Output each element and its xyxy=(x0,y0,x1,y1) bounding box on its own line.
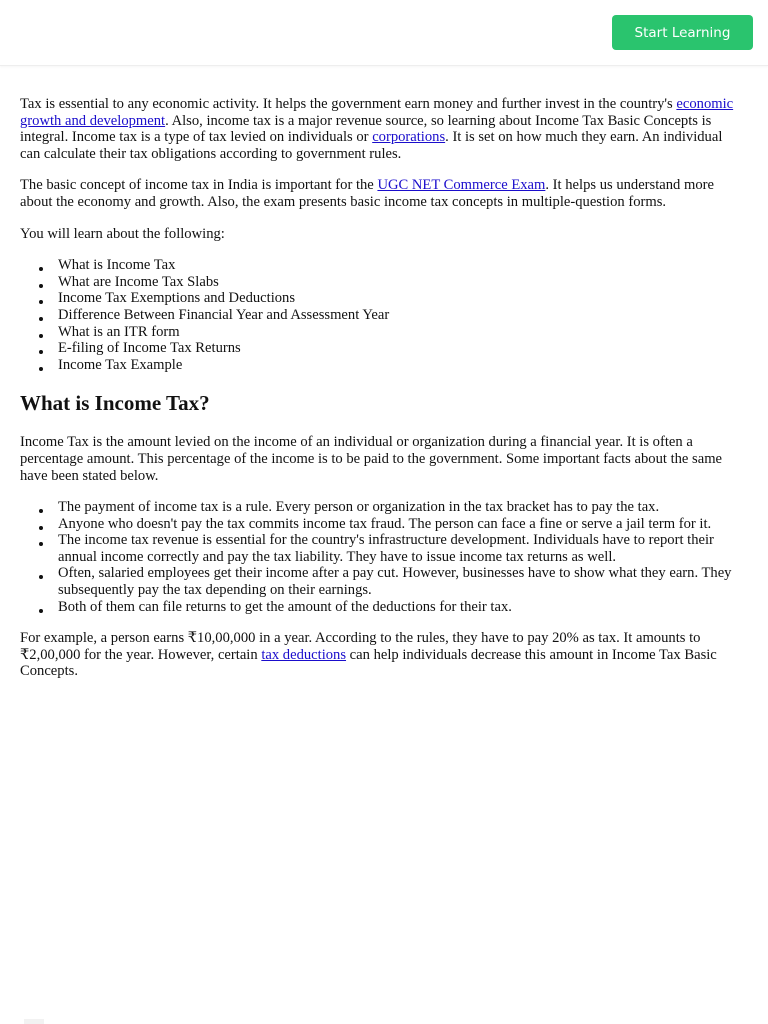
intro-paragraph-2 xyxy=(20,177,746,210)
list-item: Income Tax Example xyxy=(58,357,746,374)
example-paragraph xyxy=(20,630,746,680)
list-item: Both of them can file returns to get the amount of the deductions for their tax. xyxy=(58,599,746,616)
list-item: E-filing of Income Tax Returns xyxy=(58,340,746,357)
intro2-text-1: The basic concept of income tax in India is important for the xyxy=(20,177,378,194)
intro-paragraph-1 xyxy=(20,96,746,162)
list-item: Anyone who doesn't pay the tax commits income tax fraud. The person can face a fine or serve a jail term for it. xyxy=(58,516,746,533)
bottom-divider xyxy=(24,1019,44,1024)
learn-intro: You will learn about the following: xyxy=(20,225,225,242)
intro-text-2: . Also, income tax is a major revenue source, so learning about Income Tax Basic Concepts is integral. Income tax is a type of tax levied on individuals or xyxy=(20,112,712,146)
example-text-2: can help individuals decrease this amount in Income Tax Basic Concepts. xyxy=(20,646,717,680)
start-learning-button[interactable]: Start Learning xyxy=(612,15,753,50)
list-item: Often, salaried employees get their income after a pay cut. However, businesses have to show what they earn. They subsequently pay the tax depending on their earnings. xyxy=(58,565,746,598)
learn-list xyxy=(20,257,746,373)
intro2-text-2: . It helps us understand more about the economy and growth. Also, the exam presents basic income tax concepts in multiple-question forms. xyxy=(20,177,714,210)
corporations-link[interactable]: corporations xyxy=(372,129,446,146)
top-bar xyxy=(0,0,768,66)
list-item: What is Income Tax xyxy=(58,257,746,274)
intro-text-1: Tax is essential to any economic activity. It helps the government earn money and further invest in the country's xyxy=(20,96,677,112)
facts-list xyxy=(20,499,746,615)
economic-growth-link[interactable]: economic growth and development xyxy=(20,96,734,129)
list-item: Income Tax Exemptions and Deductions xyxy=(58,290,746,307)
intro-text-3: . It is set on how much they earn. An individual can calculate their tax obligations according to government rules. xyxy=(20,129,723,162)
section-heading: What is Income Tax? xyxy=(20,391,210,416)
list-item: The income tax revenue is essential for the country's infrastructure development. Individuals have to report their annual income correctly and pay the tax liability. They have to issue income tax returns as well. xyxy=(58,532,746,565)
example-text-1: For example, a person earns ₹10,00,000 in a year. According to the rules, they have to pay 20% as tax. It amounts to ₹2,00,000 for the year. However, certain xyxy=(20,630,701,663)
list-item: The payment of income tax is a rule. Every person or organization in the tax bracket has to pay the tax. xyxy=(58,499,746,516)
list-item: Difference Between Financial Year and Assessment Year xyxy=(58,307,746,324)
tax-deductions-link[interactable]: tax deductions xyxy=(261,646,347,663)
section-paragraph: Income Tax is the amount levied on the income of an individual or organization during a financial year. It is often a percentage amount. This percentage of the income is to be paid to the government. Some important facts about the same have been stated below. xyxy=(20,434,723,484)
list-item: What are Income Tax Slabs xyxy=(58,274,746,291)
list-item: What is an ITR form xyxy=(58,324,746,341)
ugc-net-commerce-link[interactable]: UGC NET Commerce Exam xyxy=(377,177,546,194)
article-content xyxy=(20,96,746,695)
